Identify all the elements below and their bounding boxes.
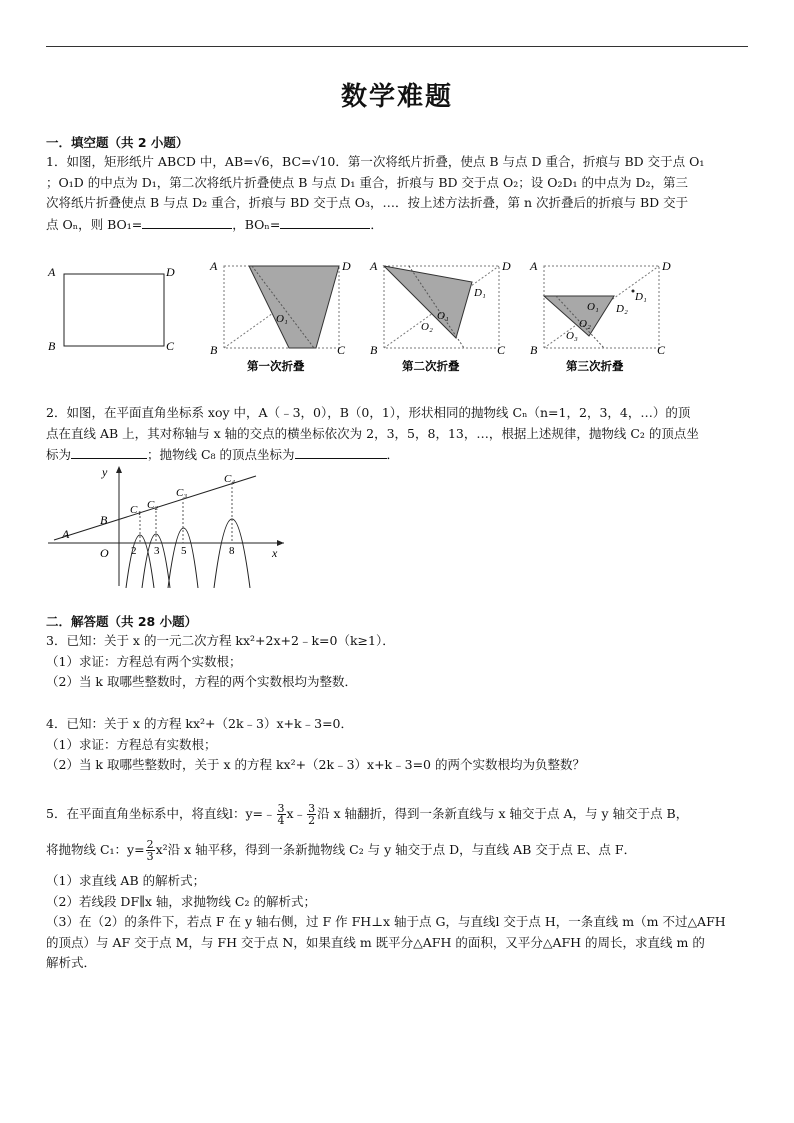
page-title: 数学难题 xyxy=(340,82,453,112)
svg-text:D: D xyxy=(342,259,351,273)
svg-text:B: B xyxy=(210,343,218,357)
svg-text:A: A xyxy=(530,259,538,273)
svg-text:A: A xyxy=(370,259,378,273)
svg-text:5: 5 xyxy=(181,545,187,557)
question-5 xyxy=(46,803,752,974)
svg-text:C₃: C₃ xyxy=(176,487,188,499)
question-1 xyxy=(46,152,752,235)
q3-part2: （2）当 k 取哪些整数时，方程的两个实数根均为整数． xyxy=(46,674,357,689)
point-A-label: A xyxy=(62,527,70,541)
section-heading-solve: 二．解答题（共 28 小题） xyxy=(46,614,198,629)
svg-text:C: C xyxy=(657,343,666,357)
svg-text:O₃: O₃ xyxy=(566,330,578,342)
svg-text:C: C xyxy=(337,343,346,357)
q1-line: ；O₁D 的中点为 D₁，第二次将纸片折叠使点 B 与点 D₁ 重合，折痕与 BD 交于点 O₂；设 O₂D₁ 的中点为 D₂，第三 xyxy=(46,174,689,190)
question-2 xyxy=(46,403,752,466)
section-heading-fill-in: 一．填空题（共 2 小题） xyxy=(46,135,189,150)
caption-first-fold: 第一次折叠 xyxy=(247,359,305,373)
answer-blank xyxy=(71,444,147,459)
q4-part1: （1）求证：方程总有实数根； xyxy=(46,736,217,752)
svg-text:O₁: O₁ xyxy=(587,301,599,313)
q5-part1: （1）求直线 AB 的解析式； xyxy=(46,873,206,888)
svg-text:C₄: C₄ xyxy=(224,473,236,485)
q5-part3: （3）在（2）的条件下，若点 F 在 y 轴右侧，过 F 作 FH⊥x 轴于点 G，与直线l 交于点 H，一条直线 m（m 不过△AFH xyxy=(46,914,726,929)
q2-line: 2．如图，在平面直角坐标系 xoy 中，A（﹣3，0），B（0，1），形状相同的抛物线 Cₙ（n=1，2，3，4，…）的顶 xyxy=(46,405,691,420)
svg-text:C₁: C₁ xyxy=(130,504,142,516)
svg-text:O₁: O₁ xyxy=(276,313,288,325)
third-fold-panel xyxy=(529,259,671,373)
q2-line: 点在直线 AB 上，其对称轴与 x 轴的交点的横坐标依次为 2，3，5，8，13，…，根据上述规律，抛物线 C₂ 的顶点坐 xyxy=(46,425,699,441)
q1-line: 1．如图，矩形纸片 ABCD 中，AB=√6，BC=√10．第一次将纸片折叠，使点 B 与点 D 重合，折痕与 BD 交于点 O₁ xyxy=(46,154,705,169)
caption-second-fold: 第二次折叠 xyxy=(402,359,460,373)
folding-figure xyxy=(44,254,674,376)
q5-line2: 将抛物线 C₁：y= $\frac{2}{3}$ x²沿 x 轴平移，得到一条新抛物线 C₂ 与 y 轴交于点 D，与直线 AB 交于点 E、点 F． xyxy=(46,838,637,863)
origin-label: O xyxy=(100,546,109,560)
q5-part3: 解析式． xyxy=(46,955,97,970)
svg-text:D: D xyxy=(502,259,511,273)
answer-blank xyxy=(295,444,387,459)
svg-text:3: 3 xyxy=(154,545,160,557)
svg-text:C: C xyxy=(497,343,506,357)
q5-part3: 的顶点）与 AF 交于点 M，与 FH 交于点 N，如果直线 m 既平分△AFH 的面积，又平分△AFH 的周长，求直线 m 的 xyxy=(46,934,705,950)
q5-line1: 5．在平面直角坐标系中，将直线l：y=﹣ $\frac{3}{4}$ x﹣ $\frac{3}{2}$ 沿 x 轴翻折，得到一条新直线与 x 轴交于点 A，与 y 轴交于点 B， xyxy=(46,802,689,827)
label-A: A xyxy=(48,265,56,279)
q4-part2: （2）当 k 取哪些整数时，关于 x 的方程 kx²+（2k﹣3）x+k﹣3=0 的两个实数根均为负整数？ xyxy=(46,757,585,772)
svg-text:A: A xyxy=(210,259,218,273)
question-3 xyxy=(46,631,752,693)
svg-text:D₂: D₂ xyxy=(616,303,628,315)
svg-text:D₁: D₁ xyxy=(474,287,486,299)
fraction: $\frac{3}{2}$ xyxy=(308,802,316,827)
label-D: D xyxy=(166,265,175,279)
caption-third-fold: 第三次折叠 xyxy=(566,359,624,373)
question-4 xyxy=(46,714,752,776)
svg-text:D₁: D₁ xyxy=(635,291,647,303)
q4-stem: 4．已知：关于 x 的方程 kx²+（2k﹣3）x+k﹣3=0． xyxy=(46,716,353,731)
label-C: C xyxy=(166,339,175,353)
svg-text:B: B xyxy=(370,343,378,357)
svg-text:C₂: C₂ xyxy=(147,499,159,511)
svg-text:8: 8 xyxy=(229,545,235,557)
q5-part2: （2）若线段 DF∥x 轴，求抛物线 C₂ 的解析式； xyxy=(46,893,316,909)
svg-text:O₂: O₂ xyxy=(421,321,433,333)
svg-text:B: B xyxy=(530,343,538,357)
axis-y-label: y xyxy=(102,465,108,479)
answer-blank xyxy=(142,214,232,229)
svg-text:D: D xyxy=(662,259,671,273)
fraction: $\frac{3}{4}$ xyxy=(277,802,285,827)
second-fold-panel xyxy=(369,259,511,373)
q3-part1: （1）求证：方程总有两个实数根； xyxy=(46,653,242,669)
q2-line: 标为 ；抛物线 C₈ 的顶点坐标为 ． xyxy=(46,444,752,466)
parabola-figure xyxy=(44,462,294,588)
q1-line: 次将纸片折叠使点 B 与点 D₂ 重合，折痕与 BD 交于点 O₃，…．按上述方法折叠，第 n 次折叠后的折痕与 BD 交于 xyxy=(46,195,689,210)
svg-text:O₁: O₁ xyxy=(437,310,449,322)
first-fold-panel xyxy=(209,259,351,373)
fraction: $\frac{2}{3}$ xyxy=(146,838,154,863)
point-B-label: B xyxy=(100,513,108,527)
q3-stem: 3．已知：关于 x 的一元二次方程 kx²+2x+2﹣k=0（k≥1）． xyxy=(46,633,395,648)
svg-text:2: 2 xyxy=(131,545,137,557)
svg-text:O₂: O₂ xyxy=(579,318,591,330)
answer-blank xyxy=(280,214,370,229)
q1-line: 点 Oₙ，则 BO₁= ，BOₙ= ． xyxy=(46,214,752,236)
header-rule xyxy=(46,46,748,47)
label-B: B xyxy=(48,339,56,353)
axis-x-label: x xyxy=(272,546,278,560)
